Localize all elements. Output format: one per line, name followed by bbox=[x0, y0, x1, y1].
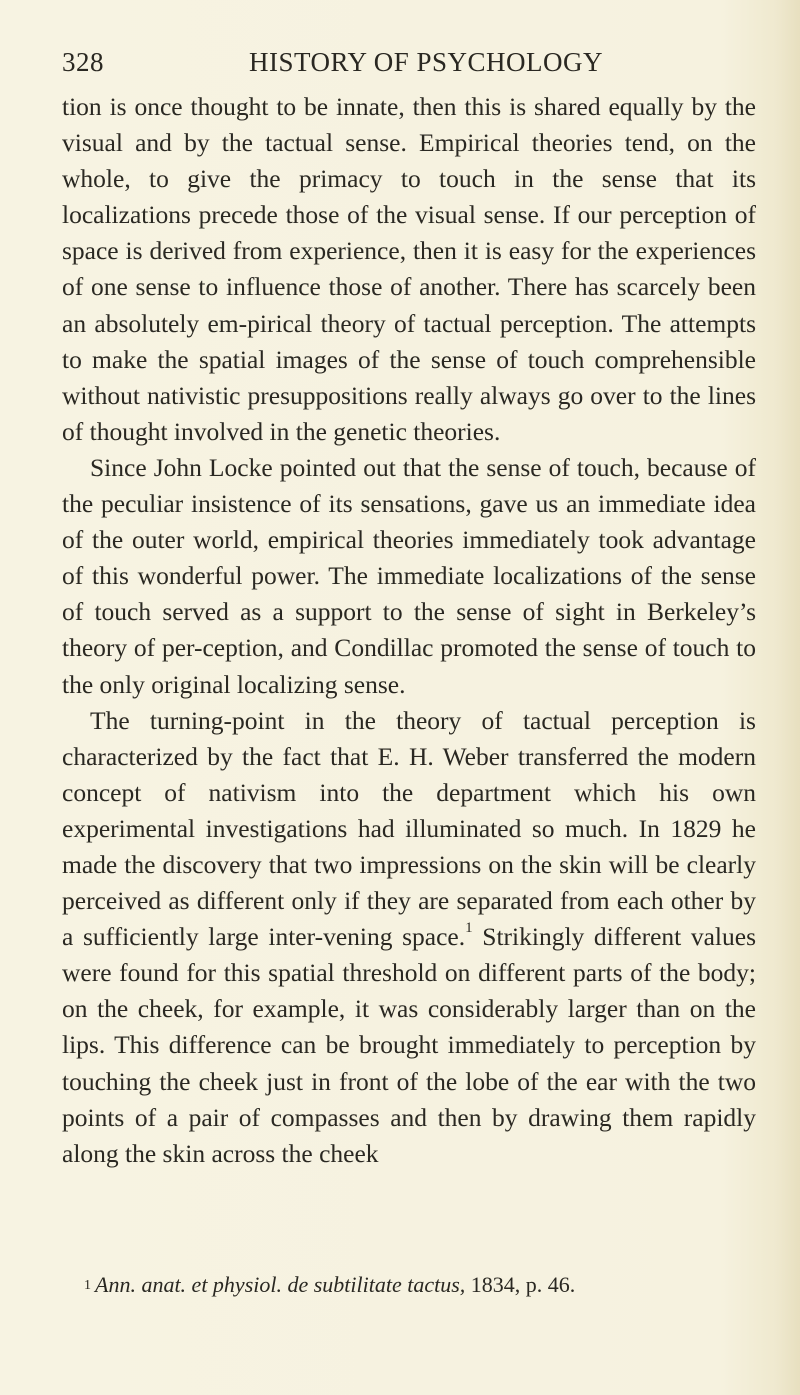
footnote-reference: 1 bbox=[465, 920, 473, 937]
footnote bbox=[84, 1270, 764, 1300]
paragraph-weber-text-after-note: Strikingly different values were found for this spatial threshold on different parts of the body; on the cheek, for example, it was considerably larger than on the lips. This difference can be brought immediately to perception by touching the cheek just in front of the lobe of the ear with the two points of a pair of compasses and then by drawing them rapidly along the skin across the cheek bbox=[62, 922, 757, 1168]
footnote-mark: 1 bbox=[84, 1278, 91, 1293]
running-header bbox=[62, 44, 762, 80]
running-title: HISTORY OF PSYCHOLOGY bbox=[248, 47, 604, 77]
paragraph-weber bbox=[62, 703, 756, 1172]
paragraph-continuation: tion is once thought to be innate, then this is shared equally by the visual and by the tactual sense. Empirical theories tend, on the whole, to give the primacy to touch in the sense that its localizations precede those of the visual sense. If our perception of space is derived from experience, then it is easy for the experiences of one sense to influence those of another. There has scarcely been an absolutely em-pirical theory of tactual perception. The attempts to make the spatial images of the sense of touch comprehensible without nativistic presuppositions really always go over to the lines of thought involved in the genetic theories. bbox=[62, 92, 756, 446]
paragraph-weber-text-before-note: The turning-point in the theory of tactual perception is characterized by the fact that E. H. Weber transferred the modern concept of nativism into the department which his own experimental investigations had illuminated so much. In 1829 he made the discovery that two impressions on the skin will be clearly perceived as different only if they are separated from each other by a sufficiently large inter-vening space. bbox=[62, 705, 756, 952]
page-number: 328 bbox=[62, 47, 104, 77]
paragraph-locke: Since John Locke pointed out that the sense of touch, because of the peculiar insistence of its sensations, gave us an immediate idea of the outer world, empirical theories immediately took advantage of this wonderful power. The immediate localizations of the sense of touch served as a support to the sense of sight in Berkeley’s theory of per-ception, and Condillac promoted the sense of touch to the only original localizing sense. bbox=[62, 452, 756, 699]
body-text bbox=[62, 89, 756, 1172]
footnote-citation-title: Ann. anat. et physiol. de subtilitate tactus, bbox=[95, 1272, 466, 1297]
footnote-citation-details: 1834, p. 46. bbox=[465, 1272, 576, 1297]
